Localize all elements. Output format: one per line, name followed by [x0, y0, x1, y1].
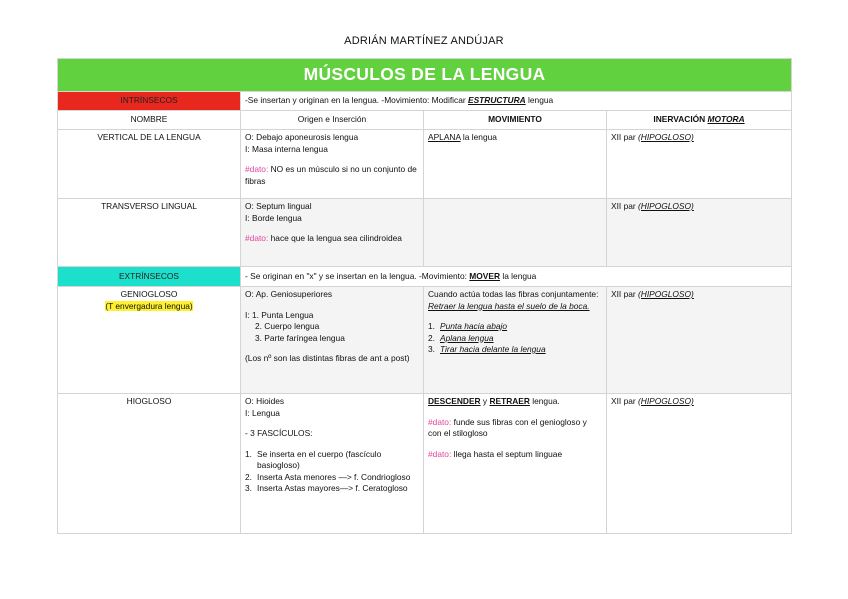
- nerve-name: (HIPOGLOSO): [638, 201, 694, 211]
- nerve-prefix: XII par: [611, 132, 638, 142]
- movement-intro: [428, 289, 602, 312]
- dato-note: [428, 417, 602, 440]
- insertion-text: I: Borde lengua: [245, 212, 302, 223]
- dato-label: #dato:: [428, 416, 452, 427]
- insertion-text: I: Lengua: [245, 407, 280, 418]
- nerve-name: (HIPOGLOSO): [638, 289, 694, 299]
- movement-text: lengua.: [529, 396, 560, 406]
- extrinsecos-label: EXTRÍNSECOS: [58, 267, 241, 287]
- nerve-name: (HIPOGLOSO): [638, 396, 694, 406]
- header-inervacion-text: INERVACIÓN: [653, 114, 708, 125]
- list-item: [428, 333, 602, 345]
- insertion-text: I: Masa interna lengua: [245, 143, 328, 154]
- muscle-name: HIOGLOSO: [58, 394, 241, 534]
- table-row-vertical: [58, 130, 792, 199]
- nerve-prefix: XII par: [611, 396, 638, 406]
- extrinsecos-desc-text: - Se originan en "x" y se insertan en la lengua. -Movimiento:: [245, 270, 470, 281]
- fasciculos-heading: - 3 FASCÍCULOS:: [245, 428, 313, 438]
- innervation-cell: [607, 199, 792, 267]
- origin-insertion-cell: [241, 394, 424, 534]
- movement-keyword: APLANA: [428, 132, 461, 142]
- list-item: [245, 483, 419, 495]
- nerve-prefix: XII par: [611, 289, 638, 299]
- intrinsecos-desc-keyword: ESTRUCTURA: [467, 95, 526, 106]
- fibers-note: (Los nº son las distintas fibras de ant a post): [245, 353, 410, 363]
- dato-text: llega hasta el septum linguae: [451, 448, 563, 459]
- dato-note: [245, 164, 419, 187]
- origin-text: O: Septum lingual: [245, 201, 312, 211]
- movement-text: la lengua: [460, 132, 497, 142]
- movement-keyword: DESCENDER: [428, 396, 481, 406]
- muscle-name-cell: [58, 287, 241, 394]
- list-item: [428, 321, 602, 333]
- extrinsecos-row: [58, 267, 792, 287]
- dato-text: funde sus fibras con el geniogloso y con el stilogloso: [428, 416, 587, 438]
- intrinsecos-row: [58, 92, 792, 111]
- list-number: 3.: [428, 344, 435, 354]
- nerve-name: (HIPOGLOSO): [638, 132, 694, 142]
- header-row: [58, 111, 792, 130]
- header-inervacion: [607, 111, 792, 130]
- origin-insertion-cell: [241, 287, 424, 394]
- list-number: 2.: [428, 332, 435, 343]
- movement-cell: [424, 394, 607, 534]
- intrinsecos-desc-tail: lengua: [525, 95, 554, 106]
- list-text: Tirar hacia delante la lengua: [440, 344, 546, 354]
- origin-text: O: Hioides: [245, 396, 285, 406]
- list-number: 3.: [245, 483, 252, 493]
- list-text: Aplana lengua: [440, 332, 494, 343]
- page-title: MÚSCULOS DE LA LENGUA: [58, 59, 792, 92]
- innervation-cell: [607, 394, 792, 534]
- list-text: Se inserta en el cuerpo (fascículo basiogloso): [257, 448, 382, 470]
- list-number: 1.: [245, 448, 252, 459]
- header-inervacion-keyword: MOTORA: [707, 114, 745, 125]
- muscle-name: TRANSVERSO LINGUAL: [58, 199, 241, 267]
- dato-label: #dato:: [428, 448, 452, 459]
- list-text: Inserta Asta menores —> f. Condriogloso: [257, 471, 411, 482]
- header-movimiento: MOVIMIENTO: [424, 111, 607, 130]
- origin-insertion-cell: [241, 199, 424, 267]
- movement-cell: [424, 130, 607, 199]
- dato-note: [245, 233, 419, 245]
- movement-list: [428, 321, 602, 356]
- movement-intro-text: Cuando actúa todas las fibras conjuntamente:: [428, 289, 599, 299]
- movement-intro-action: Retraer la lengua hasta el suelo de la boca.: [428, 300, 590, 311]
- author-name: ADRIÁN MARTÍNEZ ANDÚJAR: [344, 35, 504, 47]
- nerve-prefix: XII par: [611, 201, 638, 211]
- intrinsecos-desc-text: -Se insertan y originan en la lengua. -Movimiento: Modificar: [245, 95, 468, 106]
- header-origen: Origen e Inserción: [241, 111, 424, 130]
- header-nombre: NOMBRE: [58, 111, 241, 130]
- dato-note: [428, 449, 602, 461]
- list-text: Punta hacia abajo: [440, 321, 508, 331]
- muscle-note: (T envergadura lengua): [105, 300, 193, 311]
- intrinsecos-description: [241, 92, 792, 111]
- movement-summary: [428, 396, 602, 408]
- table-row-geniogloso: [58, 287, 792, 394]
- dato-text: hace que la lengua sea cilindroidea: [268, 233, 402, 243]
- list-item: [245, 472, 419, 484]
- list-number: 1.: [428, 321, 435, 331]
- extrinsecos-description: [241, 267, 792, 287]
- innervation-cell: [607, 130, 792, 199]
- origin-text: O: Ap. Geniosuperiores: [245, 289, 333, 299]
- list-item: [245, 449, 419, 472]
- list-item: [428, 344, 602, 356]
- list-text: Inserta Astas mayores—> f. Ceratogloso: [257, 483, 408, 493]
- muscle-name: VERTICAL DE LA LENGUA: [58, 130, 241, 199]
- insertion-item: 2. Cuerpo lengua: [255, 321, 320, 331]
- dato-label: #dato:: [245, 233, 269, 243]
- extrinsecos-desc-keyword: MOVER: [469, 270, 500, 281]
- innervation-cell: [607, 287, 792, 394]
- movement-cell: [424, 199, 607, 267]
- fasciculos-list: [245, 449, 419, 495]
- dato-text: NO es un músculo si no un conjunto de fibras: [245, 164, 417, 186]
- movement-cell: [424, 287, 607, 394]
- origin-text: O: Debajo aponeurosis lengua: [245, 132, 359, 142]
- movement-text: y: [480, 396, 490, 406]
- intrinsecos-label: INTRÍNSECOS: [58, 92, 241, 111]
- table-row-hiogloso: [58, 394, 792, 534]
- muscles-table: [57, 58, 792, 534]
- origin-insertion-cell: [241, 130, 424, 199]
- dato-label: #dato:: [245, 164, 269, 174]
- insertion-item: I: 1. Punta Lengua: [245, 309, 314, 320]
- title-row: [58, 59, 792, 92]
- list-number: 2.: [245, 471, 252, 482]
- table-row-transverso: [58, 199, 792, 267]
- muscle-name: GENIOGLOSO: [120, 289, 178, 299]
- insertion-item: 3. Parte faríngea lengua: [255, 332, 345, 343]
- extrinsecos-desc-tail: la lengua: [500, 270, 537, 281]
- movement-keyword: RETRAER: [489, 396, 530, 406]
